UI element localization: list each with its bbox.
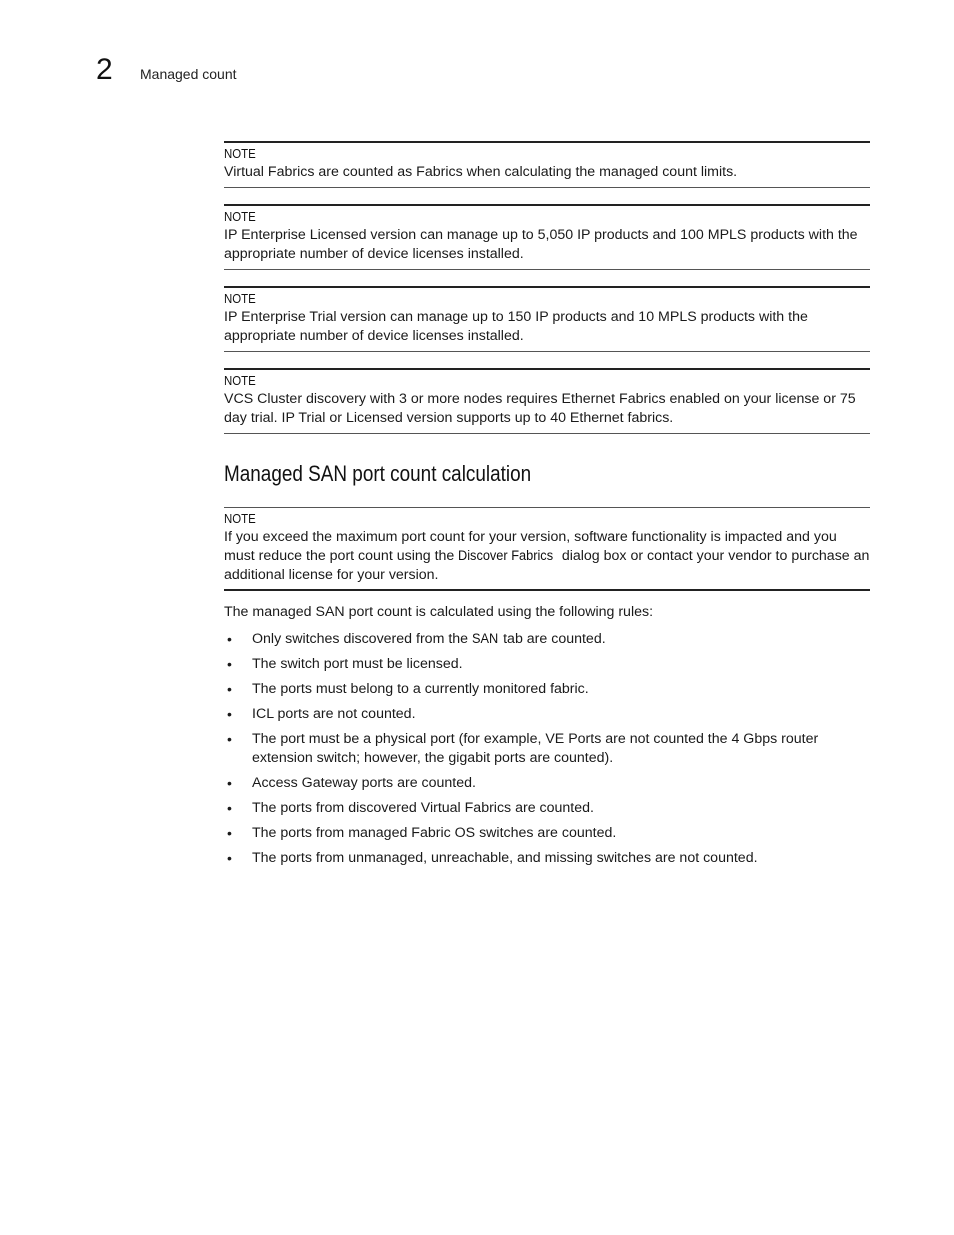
- note-label: NOTE: [224, 511, 256, 526]
- bullet-icon: •: [227, 631, 232, 647]
- rule-text-before: Only switches discovered from the: [252, 631, 472, 647]
- note-text-before: If you exceed the maximum port count for your version, software functionality is impacted and you must reduce the port count using the: [224, 529, 837, 564]
- note-block: [224, 286, 870, 352]
- note-text: IP Enterprise Trial version can manage up to 150 IP products and 10 MPLS products with the appropriate number of device licenses installed.: [224, 309, 808, 344]
- rule-text: Access Gateway ports are counted.: [252, 775, 476, 791]
- bullet-icon: •: [227, 775, 232, 791]
- rule-text: ICL ports are not counted.: [252, 706, 416, 722]
- note-text: [224, 528, 870, 585]
- note-block: [224, 141, 870, 188]
- bullet-icon: •: [227, 850, 232, 866]
- list-item: [224, 824, 870, 843]
- rules-intro: The managed SAN port count is calculated using the following rules:: [224, 604, 654, 620]
- note-text: VCS Cluster discovery with 3 or more nodes requires Ethernet Fabrics enabled on your license or 75 day trial. IP Trial or Licensed version supports up to 40 Ethernet fabrics.: [224, 391, 856, 426]
- list-item: [224, 799, 870, 818]
- bullet-icon: •: [227, 731, 232, 747]
- note-block: [224, 204, 870, 270]
- list-item: [224, 680, 870, 699]
- discover-fabrics-term: Discover Fabrics: [458, 548, 554, 564]
- note-block: [224, 368, 870, 434]
- list-item: [224, 774, 870, 793]
- note-text-after: dialog box or contact your vendor to purchase an additional license for your version.: [224, 548, 870, 583]
- bullet-icon: •: [227, 681, 232, 697]
- note-label: NOTE: [224, 373, 256, 388]
- list-item: [224, 705, 870, 724]
- list-item: [224, 655, 870, 674]
- rule-text-after: tab are counted.: [499, 631, 606, 647]
- chapter-title: Managed count: [140, 66, 237, 82]
- note-label: NOTE: [224, 291, 256, 306]
- bullet-icon: •: [227, 800, 232, 816]
- chapter-number: 2: [96, 53, 113, 86]
- san-tab-term: SAN: [472, 631, 499, 647]
- list-item: [224, 730, 870, 768]
- bullet-icon: •: [227, 706, 232, 722]
- page-content: [224, 141, 870, 874]
- rules-list: [224, 630, 870, 868]
- rule-text: The port must be a physical port (for example, VE Ports are not counted the 4 Gbps router extension switch; however, the gigabit ports are counted).: [252, 731, 819, 766]
- note-label: NOTE: [224, 146, 256, 161]
- rule-text: The switch port must be licensed.: [252, 656, 463, 672]
- note-text: IP Enterprise Licensed version can manage up to 5,050 IP products and 100 MPLS products with the appropriate number of device licenses installed.: [224, 227, 858, 262]
- rule-text: The ports from unmanaged, unreachable, and missing switches are not counted.: [252, 850, 758, 866]
- bullet-icon: •: [227, 825, 232, 841]
- rule-text: The ports from discovered Virtual Fabrics are counted.: [252, 800, 594, 816]
- list-item: [224, 849, 870, 868]
- port-count-note: [224, 507, 870, 591]
- rule-text: The ports must belong to a currently monitored fabric.: [252, 681, 589, 697]
- note-text: Virtual Fabrics are counted as Fabrics when calculating the managed count limits.: [224, 164, 738, 180]
- note-label: NOTE: [224, 209, 256, 224]
- list-item: [224, 630, 870, 649]
- bullet-icon: •: [227, 656, 232, 672]
- rule-text: The ports from managed Fabric OS switches are counted.: [252, 825, 617, 841]
- section-heading: Managed SAN port count calculation: [224, 461, 532, 486]
